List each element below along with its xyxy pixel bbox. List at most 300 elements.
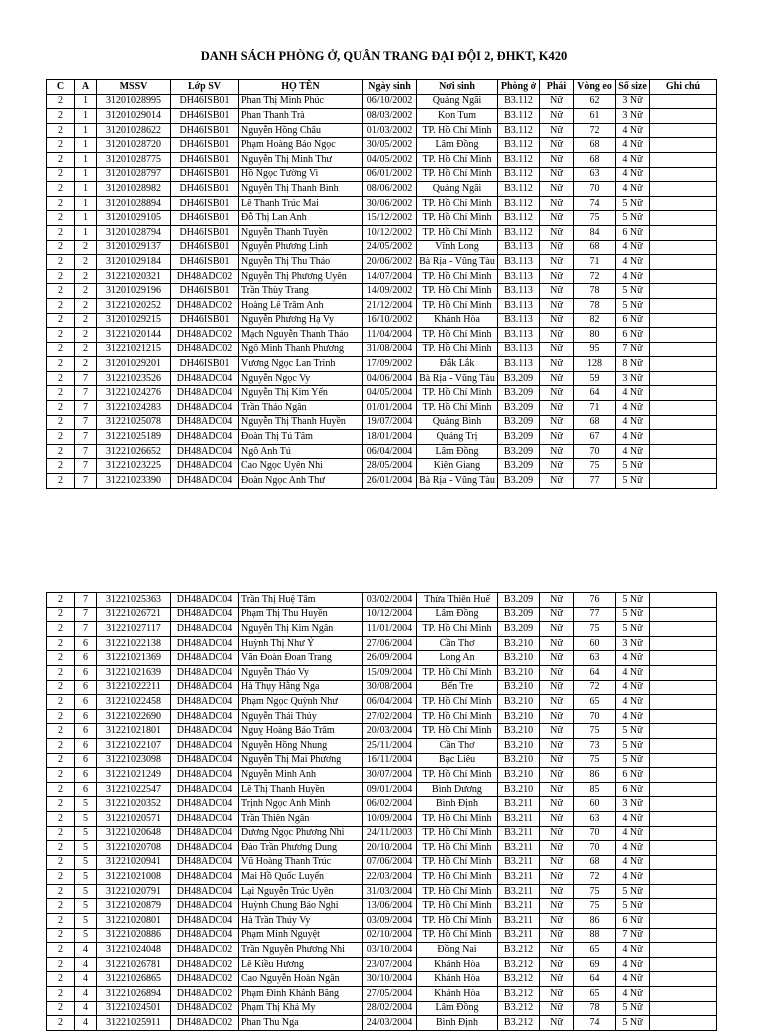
col-a-cell: 1 (75, 196, 97, 211)
table-row (47, 444, 717, 459)
col-c-cell: 2 (47, 870, 75, 885)
col-mssv-cell: 31201028894 (97, 196, 171, 211)
col-class-cell: DH48ADC04 (171, 415, 239, 430)
col-name-cell: Phan Thanh Trà (239, 109, 363, 124)
col-mssv-cell: 31221020791 (97, 884, 171, 899)
col-room-cell: B3.209 (498, 459, 540, 474)
col-class-cell: DH46ISB01 (171, 240, 239, 255)
col-birthplace-cell: TP. Hồ Chí Minh (417, 123, 498, 138)
col-note-cell (650, 753, 717, 768)
col-room-cell: B3.209 (498, 401, 540, 416)
col-room-cell: B3.212 (498, 987, 540, 1002)
col-a-cell: 2 (75, 313, 97, 328)
col-name-cell: Ngô Anh Tú (239, 444, 363, 459)
col-note-cell (650, 152, 717, 167)
col-name-cell: Nguyễn Ngọc Vy (239, 371, 363, 386)
col-size-cell: 5 Nữ (616, 724, 650, 739)
col-class-cell: DH48ADC04 (171, 928, 239, 943)
col-size-cell: 4 Nữ (616, 957, 650, 972)
col-note-cell (650, 298, 717, 313)
header-col-room: Phòng ở (498, 80, 540, 95)
col-mssv-cell: 31221020571 (97, 811, 171, 826)
col-birthplace-cell: TP. Hồ Chí Minh (417, 622, 498, 637)
col-room-cell: B3.209 (498, 371, 540, 386)
col-a-cell: 6 (75, 680, 97, 695)
col-mssv-cell: 31201029137 (97, 240, 171, 255)
col-mssv-cell: 31201029215 (97, 313, 171, 328)
table-row (47, 371, 717, 386)
table-row (47, 651, 717, 666)
col-note-cell (650, 240, 717, 255)
col-gender-cell: Nữ (540, 138, 574, 153)
col-waist-cell: 68 (574, 152, 616, 167)
col-c-cell: 2 (47, 138, 75, 153)
table-row (47, 622, 717, 637)
col-name-cell: Lại Nguyễn Trúc Uyên (239, 884, 363, 899)
col-size-cell: 4 Nữ (616, 709, 650, 724)
col-mssv-cell: 31221020708 (97, 841, 171, 856)
col-note-cell (650, 855, 717, 870)
table-row (47, 782, 717, 797)
col-name-cell: Trần Thùy Trang (239, 284, 363, 299)
col-waist-cell: 68 (574, 240, 616, 255)
col-a-cell: 2 (75, 328, 97, 343)
col-dob-cell: 31/08/2004 (363, 342, 417, 357)
col-c-cell: 2 (47, 211, 75, 226)
col-c-cell: 2 (47, 401, 75, 416)
col-a-cell: 2 (75, 298, 97, 313)
col-birthplace-cell: Bến Tre (417, 680, 498, 695)
col-size-cell: 5 Nữ (616, 474, 650, 489)
col-size-cell: 4 Nữ (616, 972, 650, 987)
col-a-cell: 5 (75, 826, 97, 841)
col-birthplace-cell: TP. Hồ Chí Minh (417, 884, 498, 899)
col-waist-cell: 82 (574, 313, 616, 328)
col-gender-cell: Nữ (540, 768, 574, 783)
col-name-cell: Nguyễn Thị Minh Thư (239, 152, 363, 167)
col-waist-cell: 128 (574, 357, 616, 372)
col-note-cell (650, 709, 717, 724)
col-mssv-cell: 31221022547 (97, 782, 171, 797)
col-mssv-cell: 31201029201 (97, 357, 171, 372)
col-name-cell: Phan Thu Nga (239, 1016, 363, 1031)
col-c-cell: 2 (47, 152, 75, 167)
col-note-cell (650, 138, 717, 153)
col-c-cell: 2 (47, 225, 75, 240)
col-waist-cell: 77 (574, 474, 616, 489)
table-row (47, 109, 717, 124)
col-class-cell: DH46ISB01 (171, 211, 239, 226)
col-size-cell: 4 Nữ (616, 943, 650, 958)
header-col-c: C (47, 80, 75, 95)
table-row (47, 680, 717, 695)
col-birthplace-cell: Đắk Lắk (417, 357, 498, 372)
col-name-cell: Trần Nguyễn Phương Nhi (239, 943, 363, 958)
col-name-cell: Dương Ngọc Phương Nhi (239, 826, 363, 841)
col-class-cell: DH46ISB01 (171, 123, 239, 138)
col-c-cell: 2 (47, 972, 75, 987)
col-size-cell: 6 Nữ (616, 782, 650, 797)
col-birthplace-cell: Quảng Bình (417, 415, 498, 430)
col-waist-cell: 63 (574, 811, 616, 826)
col-gender-cell: Nữ (540, 255, 574, 270)
col-name-cell: Nguyễn Thị Mai Phương (239, 753, 363, 768)
col-mssv-cell: 31221025911 (97, 1016, 171, 1031)
table-row (47, 123, 717, 138)
col-room-cell: B3.113 (498, 342, 540, 357)
col-note-cell (650, 123, 717, 138)
col-waist-cell: 67 (574, 430, 616, 445)
col-note-cell (650, 328, 717, 343)
col-gender-cell: Nữ (540, 94, 574, 109)
col-waist-cell: 80 (574, 328, 616, 343)
header-col-birthplace: Nơi sinh (417, 80, 498, 95)
col-birthplace-cell: Bà Rịa - Vũng Tàu (417, 474, 498, 489)
col-room-cell: B3.112 (498, 123, 540, 138)
col-a-cell: 7 (75, 622, 97, 637)
col-c-cell: 2 (47, 899, 75, 914)
col-waist-cell: 72 (574, 870, 616, 885)
table-row (47, 811, 717, 826)
col-size-cell: 5 Nữ (616, 607, 650, 622)
col-a-cell: 7 (75, 459, 97, 474)
col-class-cell: DH48ADC04 (171, 855, 239, 870)
col-note-cell (650, 768, 717, 783)
col-class-cell: DH48ADC04 (171, 401, 239, 416)
col-gender-cell: Nữ (540, 680, 574, 695)
col-room-cell: B3.209 (498, 474, 540, 489)
col-c-cell: 2 (47, 811, 75, 826)
col-mssv-cell: 31221027117 (97, 622, 171, 637)
col-a-cell: 7 (75, 401, 97, 416)
col-class-cell: DH46ISB01 (171, 225, 239, 240)
col-note-cell (650, 724, 717, 739)
col-class-cell: DH48ADC04 (171, 680, 239, 695)
col-class-cell: DH48ADC04 (171, 607, 239, 622)
col-mssv-cell: 31221021249 (97, 768, 171, 783)
col-room-cell: B3.113 (498, 255, 540, 270)
col-birthplace-cell: TP. Hồ Chí Minh (417, 724, 498, 739)
col-mssv-cell: 31221025189 (97, 430, 171, 445)
col-dob-cell: 11/01/2004 (363, 622, 417, 637)
col-size-cell: 4 Nữ (616, 841, 650, 856)
table-row (47, 1001, 717, 1016)
col-class-cell: DH48ADC04 (171, 811, 239, 826)
col-mssv-cell: 31221021369 (97, 651, 171, 666)
col-mssv-cell: 31201028775 (97, 152, 171, 167)
header-col-name: HỌ TÊN (239, 80, 363, 95)
col-name-cell: Văn Đoàn Đoan Trang (239, 651, 363, 666)
col-dob-cell: 20/10/2004 (363, 841, 417, 856)
col-mssv-cell: 31221020801 (97, 914, 171, 929)
col-note-cell (650, 109, 717, 124)
col-class-cell: DH48ADC04 (171, 724, 239, 739)
col-mssv-cell: 31201029184 (97, 255, 171, 270)
table-body (47, 94, 717, 488)
table-row (47, 914, 717, 929)
col-dob-cell: 09/01/2004 (363, 782, 417, 797)
col-waist-cell: 70 (574, 826, 616, 841)
col-dob-cell: 17/09/2002 (363, 357, 417, 372)
col-birthplace-cell: Long An (417, 651, 498, 666)
col-dob-cell: 10/12/2004 (363, 607, 417, 622)
col-dob-cell: 20/06/2002 (363, 255, 417, 270)
col-gender-cell: Nữ (540, 240, 574, 255)
col-dob-cell: 30/08/2004 (363, 680, 417, 695)
col-mssv-cell: 31221021008 (97, 870, 171, 885)
col-name-cell: Mạch Nguyễn Thanh Thảo (239, 328, 363, 343)
col-dob-cell: 08/03/2002 (363, 109, 417, 124)
col-a-cell: 5 (75, 841, 97, 856)
col-gender-cell: Nữ (540, 152, 574, 167)
col-dob-cell: 26/01/2004 (363, 474, 417, 489)
col-dob-cell: 06/10/2002 (363, 94, 417, 109)
col-name-cell: Nguỵ Hoàng Bảo Trâm (239, 724, 363, 739)
col-gender-cell: Nữ (540, 987, 574, 1002)
col-class-cell: DH48ADC02 (171, 957, 239, 972)
col-c-cell: 2 (47, 196, 75, 211)
table-row (47, 386, 717, 401)
col-waist-cell: 84 (574, 225, 616, 240)
col-mssv-cell: 31221020252 (97, 298, 171, 313)
col-room-cell: B3.212 (498, 972, 540, 987)
col-birthplace-cell: Thừa Thiên Huế (417, 593, 498, 608)
col-note-cell (650, 371, 717, 386)
col-class-cell: DH48ADC04 (171, 797, 239, 812)
col-size-cell: 8 Nữ (616, 357, 650, 372)
col-size-cell: 4 Nữ (616, 386, 650, 401)
col-room-cell: B3.211 (498, 855, 540, 870)
col-name-cell: Nguyễn Hồng Châu (239, 123, 363, 138)
col-birthplace-cell: TP. Hồ Chí Minh (417, 826, 498, 841)
col-dob-cell: 27/06/2004 (363, 636, 417, 651)
col-name-cell: Phạm Minh Nguyệt (239, 928, 363, 943)
col-note-cell (650, 841, 717, 856)
col-name-cell: Nguyễn Phương Linh (239, 240, 363, 255)
table-row (47, 899, 717, 914)
col-size-cell: 4 Nữ (616, 651, 650, 666)
col-name-cell: Phạm Ngọc Quỳnh Như (239, 695, 363, 710)
table-row (47, 768, 717, 783)
col-size-cell: 4 Nữ (616, 401, 650, 416)
col-room-cell: B3.112 (498, 94, 540, 109)
table-row (47, 357, 717, 372)
col-size-cell: 5 Nữ (616, 196, 650, 211)
col-size-cell: 4 Nữ (616, 987, 650, 1002)
col-dob-cell: 23/07/2004 (363, 957, 417, 972)
col-dob-cell: 28/05/2004 (363, 459, 417, 474)
col-birthplace-cell: TP. Hồ Chí Minh (417, 386, 498, 401)
col-class-cell: DH46ISB01 (171, 196, 239, 211)
col-birthplace-cell: Quảng Ngãi (417, 182, 498, 197)
col-name-cell: Nguyễn Thị Kim Ngân (239, 622, 363, 637)
col-size-cell: 5 Nữ (616, 738, 650, 753)
col-dob-cell: 02/10/2004 (363, 928, 417, 943)
col-room-cell: B3.210 (498, 724, 540, 739)
col-birthplace-cell: Khánh Hòa (417, 972, 498, 987)
col-c-cell: 2 (47, 357, 75, 372)
col-gender-cell: Nữ (540, 709, 574, 724)
col-dob-cell: 06/01/2002 (363, 167, 417, 182)
col-dob-cell: 14/07/2004 (363, 269, 417, 284)
col-name-cell: Nguyễn Thị Phương Uyên (239, 269, 363, 284)
col-name-cell: Huỳnh Thị Như Ý (239, 636, 363, 651)
col-c-cell: 2 (47, 914, 75, 929)
col-birthplace-cell: TP. Hồ Chí Minh (417, 665, 498, 680)
header-col-class: Lớp SV (171, 80, 239, 95)
col-a-cell: 5 (75, 914, 97, 929)
col-class-cell: DH48ADC04 (171, 884, 239, 899)
col-birthplace-cell: TP. Hồ Chí Minh (417, 855, 498, 870)
page-title: DANH SÁCH PHÒNG Ở, QUÂN TRANG ĐẠI ĐỘI 2, ĐHKT, K420 (200, 49, 568, 63)
col-c-cell: 2 (47, 782, 75, 797)
col-mssv-cell: 31221020144 (97, 328, 171, 343)
col-dob-cell: 15/09/2004 (363, 665, 417, 680)
col-waist-cell: 62 (574, 94, 616, 109)
table-row (47, 753, 717, 768)
col-room-cell: B3.112 (498, 196, 540, 211)
col-a-cell: 1 (75, 225, 97, 240)
col-dob-cell: 03/10/2004 (363, 943, 417, 958)
col-birthplace-cell: Quảng Ngãi (417, 94, 498, 109)
col-birthplace-cell: Lâm Đồng (417, 607, 498, 622)
col-size-cell: 5 Nữ (616, 459, 650, 474)
col-c-cell: 2 (47, 724, 75, 739)
col-name-cell: Hoàng Lê Trâm Anh (239, 298, 363, 313)
col-waist-cell: 63 (574, 651, 616, 666)
col-dob-cell: 16/10/2002 (363, 313, 417, 328)
col-class-cell: DH48ADC04 (171, 695, 239, 710)
col-name-cell: Lê Thị Thanh Huyền (239, 782, 363, 797)
col-note-cell (650, 401, 717, 416)
col-room-cell: B3.211 (498, 914, 540, 929)
table-row (47, 94, 717, 109)
col-waist-cell: 68 (574, 855, 616, 870)
col-room-cell: B3.211 (498, 797, 540, 812)
col-c-cell: 2 (47, 1001, 75, 1016)
col-waist-cell: 75 (574, 724, 616, 739)
col-c-cell: 2 (47, 593, 75, 608)
table-row (47, 855, 717, 870)
col-a-cell: 1 (75, 182, 97, 197)
col-birthplace-cell: Bạc Liêu (417, 753, 498, 768)
col-mssv-cell: 31201029196 (97, 284, 171, 299)
col-name-cell: Nguyễn Phương Hạ Vy (239, 313, 363, 328)
col-c-cell: 2 (47, 167, 75, 182)
col-birthplace-cell: TP. Hồ Chí Minh (417, 899, 498, 914)
table-row (47, 182, 717, 197)
col-note-cell (650, 313, 717, 328)
col-gender-cell: Nữ (540, 724, 574, 739)
col-mssv-cell: 31221020648 (97, 826, 171, 841)
col-gender-cell: Nữ (540, 797, 574, 812)
col-waist-cell: 78 (574, 284, 616, 299)
col-birthplace-cell: TP. Hồ Chí Minh (417, 709, 498, 724)
col-class-cell: DH46ISB01 (171, 109, 239, 124)
col-gender-cell: Nữ (540, 313, 574, 328)
col-c-cell: 2 (47, 430, 75, 445)
col-c-cell: 2 (47, 109, 75, 124)
col-note-cell (650, 269, 717, 284)
table-row (47, 152, 717, 167)
col-mssv-cell: 31221020941 (97, 855, 171, 870)
col-dob-cell: 14/09/2002 (363, 284, 417, 299)
col-gender-cell: Nữ (540, 123, 574, 138)
col-dob-cell: 06/02/2004 (363, 797, 417, 812)
col-size-cell: 3 Nữ (616, 797, 650, 812)
col-note-cell (650, 738, 717, 753)
col-note-cell (650, 899, 717, 914)
col-note-cell (650, 811, 717, 826)
col-note-cell (650, 680, 717, 695)
col-note-cell (650, 607, 717, 622)
col-mssv-cell: 31221023526 (97, 371, 171, 386)
col-mssv-cell: 31221021215 (97, 342, 171, 357)
col-room-cell: B3.210 (498, 782, 540, 797)
col-class-cell: DH48ADC04 (171, 371, 239, 386)
col-dob-cell: 06/04/2004 (363, 444, 417, 459)
col-room-cell: B3.210 (498, 651, 540, 666)
col-waist-cell: 74 (574, 196, 616, 211)
col-mssv-cell: 31221025363 (97, 593, 171, 608)
col-room-cell: B3.112 (498, 138, 540, 153)
col-room-cell: B3.211 (498, 884, 540, 899)
col-gender-cell: Nữ (540, 826, 574, 841)
col-waist-cell: 61 (574, 109, 616, 124)
col-name-cell: Cao Nguyễn Hoàn Ngân (239, 972, 363, 987)
col-name-cell: Nguyễn Thanh Tuyền (239, 225, 363, 240)
col-birthplace-cell: TP. Hồ Chí Minh (417, 870, 498, 885)
col-waist-cell: 71 (574, 255, 616, 270)
col-room-cell: B3.210 (498, 695, 540, 710)
col-gender-cell: Nữ (540, 298, 574, 313)
col-size-cell: 6 Nữ (616, 225, 650, 240)
table-row (47, 607, 717, 622)
col-birthplace-cell: TP. Hồ Chí Minh (417, 167, 498, 182)
col-name-cell: Nguyễn Thị Thanh Bình (239, 182, 363, 197)
col-gender-cell: Nữ (540, 738, 574, 753)
table-row (47, 401, 717, 416)
col-dob-cell: 25/11/2004 (363, 738, 417, 753)
col-dob-cell: 19/07/2004 (363, 415, 417, 430)
col-birthplace-cell: Đồng Nai (417, 943, 498, 958)
col-c-cell: 2 (47, 826, 75, 841)
col-c-cell: 2 (47, 240, 75, 255)
col-gender-cell: Nữ (540, 957, 574, 972)
table-row (47, 284, 717, 299)
col-birthplace-cell: TP. Hồ Chí Minh (417, 298, 498, 313)
col-gender-cell: Nữ (540, 357, 574, 372)
col-birthplace-cell: Bình Định (417, 797, 498, 812)
col-name-cell: Hồ Ngọc Tường Vi (239, 167, 363, 182)
col-dob-cell: 27/02/2004 (363, 709, 417, 724)
col-waist-cell: 75 (574, 211, 616, 226)
col-name-cell: Hà Thụy Hằng Nga (239, 680, 363, 695)
col-room-cell: B3.112 (498, 225, 540, 240)
col-note-cell (650, 1001, 717, 1016)
col-gender-cell: Nữ (540, 665, 574, 680)
col-size-cell: 4 Nữ (616, 269, 650, 284)
col-mssv-cell: 31221020886 (97, 928, 171, 943)
col-c-cell: 2 (47, 768, 75, 783)
col-c-cell: 2 (47, 284, 75, 299)
col-class-cell: DH48ADC04 (171, 709, 239, 724)
col-c-cell: 2 (47, 636, 75, 651)
col-birthplace-cell: TP. Hồ Chí Minh (417, 695, 498, 710)
col-a-cell: 7 (75, 474, 97, 489)
col-dob-cell: 04/05/2004 (363, 386, 417, 401)
col-dob-cell: 06/04/2004 (363, 695, 417, 710)
